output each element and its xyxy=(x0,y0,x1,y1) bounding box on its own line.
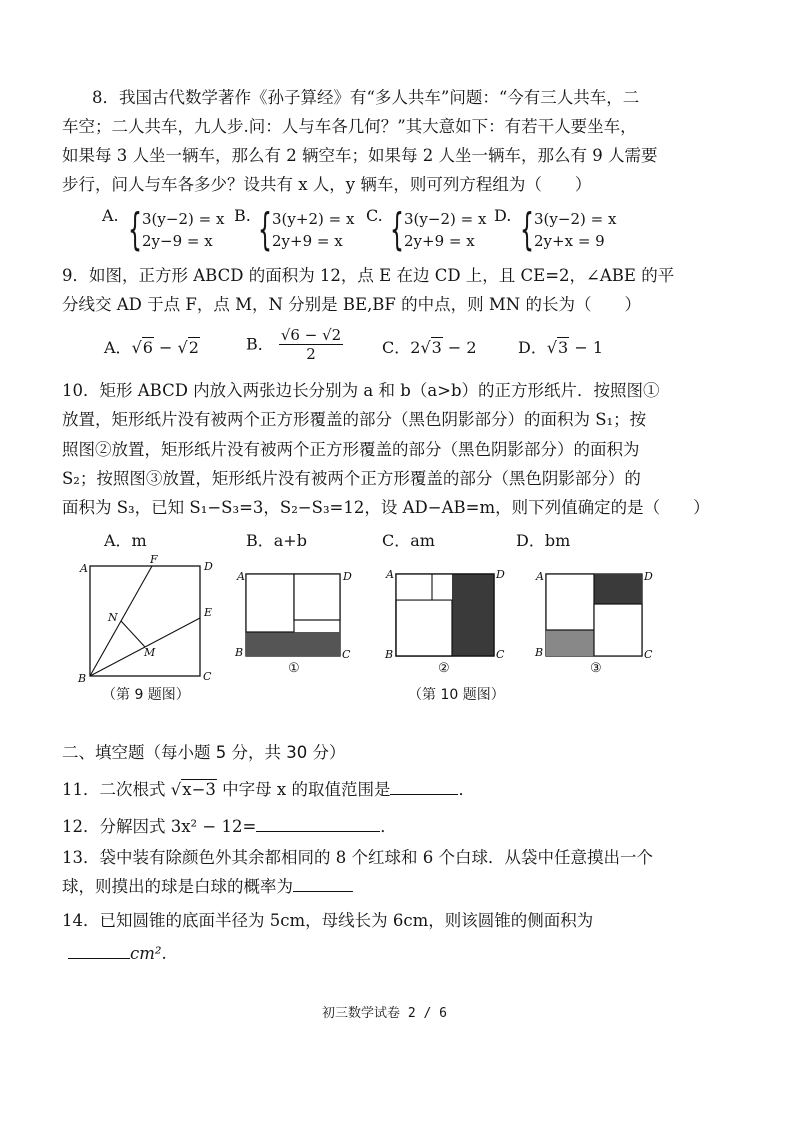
label-a: A xyxy=(536,570,544,583)
q9-line-1: 9．如图，正方形 ABCD 的面积为 12，点 E 在边 CD 上，且 CE=2，∠ABE 的平 xyxy=(62,266,675,285)
figure-10-3 xyxy=(532,566,658,678)
q9-option-c: C．2√3 − 2 xyxy=(382,338,477,357)
brace-icon: { xyxy=(258,204,272,255)
q8-option-a-eq1: 3(y−2) = x xyxy=(142,210,225,228)
q8-option-b-eq1: 3(y+2) = x xyxy=(272,210,355,228)
q9-option-b-label: B． xyxy=(246,334,274,354)
q8-option-a-eq2: 2y−9 = x xyxy=(142,232,213,250)
q8-option-b-system xyxy=(258,204,355,255)
q8-option-c-eq1: 3(y−2) = x xyxy=(404,210,487,228)
q9-option-c-label: C． xyxy=(382,338,411,357)
q9-option-d-radicand: 3 xyxy=(558,338,569,357)
q8-option-c-eq2: 2y+9 = x xyxy=(404,232,475,250)
q11-prefix: 11．二次根式 xyxy=(62,780,171,799)
square-a xyxy=(396,600,452,656)
figure-10-1 xyxy=(232,566,356,678)
label-c: C xyxy=(342,648,351,661)
label-d: D xyxy=(496,568,505,581)
q9-option-d-rest: − 1 xyxy=(569,338,603,357)
section-2-heading: 二、填空题（每小题 5 分，共 30 分） xyxy=(62,743,346,762)
label-b: B xyxy=(235,646,244,659)
q14-answer-blank[interactable] xyxy=(68,944,130,959)
q10-option-d: D．bm xyxy=(516,531,571,550)
q12-end: ． xyxy=(380,817,397,836)
q14-line-1: 14．已知圆锥的底面半径为 5cm，母线长为 6cm，则该圆锥的侧面积为 xyxy=(62,911,594,930)
q12-line xyxy=(62,817,397,837)
q8-option-c-system xyxy=(390,204,487,255)
q10-option-b: B．a+b xyxy=(246,531,307,550)
square-b xyxy=(294,574,340,620)
figure-10-caption: （第 10 题图） xyxy=(408,687,505,703)
q9-option-a-label: A． xyxy=(104,338,132,357)
q10-line-5: 面积为 S₃，已知 S₁−S₃=3，S₂−S₃=12，设 AD−AB=m，则下列值确定的是（ ） xyxy=(62,498,710,517)
label-d: D xyxy=(343,570,352,583)
q13-line-2 xyxy=(62,877,353,897)
square-a xyxy=(546,574,594,630)
label-f: F xyxy=(150,553,158,566)
square-a xyxy=(246,574,294,632)
figure-10-2 xyxy=(382,566,510,678)
label-b: B xyxy=(535,646,544,659)
label-a: A xyxy=(80,562,88,575)
q8-option-c-label: C. xyxy=(366,206,383,225)
square-b xyxy=(594,604,642,656)
shaded-region xyxy=(246,632,340,656)
q8-option-d-eq2: 2y+x = 9 xyxy=(534,232,605,250)
label-a: A xyxy=(237,570,245,583)
q12-prefix: 12．分解因式 3x² − 12= xyxy=(62,817,257,836)
q11-radicand: x−3 xyxy=(182,780,216,799)
q14-line-2 xyxy=(68,944,167,964)
label-c: C xyxy=(644,648,653,661)
q9-option-c-rest: − 2 xyxy=(442,338,477,357)
q8-line-1: 8．我国古代数学著作《孙子算经》有“多人共车”问题：“今有三人共车，二 xyxy=(92,88,640,107)
label-e: E xyxy=(204,606,213,619)
square-abcd xyxy=(90,566,200,676)
figure-number-3: ③ xyxy=(590,661,602,676)
q11-answer-blank[interactable] xyxy=(390,780,458,795)
label-c: C xyxy=(203,670,212,683)
segment-mn xyxy=(121,621,145,647)
q9-option-b xyxy=(246,326,343,363)
q9-line-2: 分线交 AD 于点 F，点 M，N 分别是 BE,BF 的中点，则 MN 的长为（ ） xyxy=(62,295,641,314)
shaded-region-bottom xyxy=(546,630,594,656)
label-a: A xyxy=(386,568,394,581)
q9-option-b-numerator: √6 − √2 xyxy=(280,326,342,344)
q9-option-c-radicand: 3 xyxy=(431,338,442,357)
label-d: D xyxy=(204,560,213,573)
q10-line-2: 放置，矩形纸片没有被两个正方形覆盖的部分（黑色阴影部分）的面积为 S₁；按 xyxy=(62,410,647,429)
q10-line-1: 10．矩形 ABCD 内放入两张边长分别为 a 和 b（a>b）的正方形纸片．按照图① xyxy=(62,381,660,400)
q9-option-a-radicand-2: 2 xyxy=(188,338,199,357)
label-b: B xyxy=(78,672,87,685)
q8-line-3: 如果每 3 人坐一辆车，那么有 2 辆空车；如果每 2 人坐一辆车，那么有 9 人需要 xyxy=(62,146,658,165)
q9-option-c-coefficient: 2 xyxy=(410,338,421,357)
q9-option-b-denominator: 2 xyxy=(306,345,316,363)
label-c: C xyxy=(496,648,505,661)
q13-text: 球，则摸出的球是白球的概率为 xyxy=(62,877,293,896)
figure-number-1: ① xyxy=(288,661,300,676)
label-m: M xyxy=(144,646,156,659)
figure-9-diagram xyxy=(72,552,232,686)
q11-line: 11．二次根式 √x−3 中字母 x 的取值范围是 ． xyxy=(62,780,475,799)
q9-option-d: D．√3 − 1 xyxy=(518,338,603,357)
q9-option-d-label: D． xyxy=(518,338,547,357)
q9-option-a-minus: − xyxy=(153,338,178,357)
q8-line-2: 车空；二人共车，九人步.问：人与车各几何？”其大意如下：有若干人要坐车， xyxy=(62,117,637,136)
q9-option-a-radicand-1: 6 xyxy=(142,338,153,357)
label-b: B xyxy=(385,648,394,661)
q10-line-4: S₂；按照图③放置，矩形纸片没有被两个正方形覆盖的部分（黑色阴影部分）的 xyxy=(62,469,641,488)
figure-9-caption: （第 9 题图） xyxy=(102,687,190,703)
shaded-region-top xyxy=(594,574,642,604)
label-n: N xyxy=(108,611,118,624)
q8-line-4: 步行，问人与车各多少？设共有 x 人，y 辆车，则可列方程组为（ ） xyxy=(62,175,592,194)
q14-unit: cm². xyxy=(130,944,167,963)
q10-line-3: 照图②放置，矩形纸片没有被两个正方形覆盖的部分（黑色阴影部分）的面积为 xyxy=(62,440,640,459)
q8-option-a-label: A. xyxy=(102,206,119,225)
q8-option-d-system xyxy=(520,204,617,255)
q11-text: 中字母 x 的取值范围是 xyxy=(216,780,391,799)
q10-option-a: A．m xyxy=(104,531,147,550)
q13-line-1: 13．袋中装有除颜色外其余都相同的 8 个红球和 6 个白球．从袋中任意摸出一个 xyxy=(62,848,653,867)
q8-option-d-eq1: 3(y−2) = x xyxy=(534,210,617,228)
q11-end: ． xyxy=(458,780,475,799)
q8-option-b-eq2: 2y+9 = x xyxy=(272,232,343,250)
q8-option-d-label: D. xyxy=(494,206,512,225)
brace-icon: { xyxy=(128,204,142,255)
q13-answer-blank[interactable] xyxy=(293,877,353,892)
brace-icon: { xyxy=(520,204,534,255)
brace-icon: { xyxy=(390,204,404,255)
q8-option-a-system xyxy=(128,204,225,255)
figure-number-2: ② xyxy=(438,661,450,676)
label-d: D xyxy=(644,570,653,583)
page-footer: 初三数学试卷 2 / 6 xyxy=(322,1006,447,1021)
q12-answer-blank[interactable] xyxy=(256,817,380,832)
square-b-top xyxy=(432,574,452,600)
q9-option-b-fraction xyxy=(279,326,343,363)
q9-option-a: A．√6 − √2 xyxy=(104,338,199,357)
q8-option-b-label: B. xyxy=(234,206,251,225)
q10-option-c: C．am xyxy=(382,531,435,550)
